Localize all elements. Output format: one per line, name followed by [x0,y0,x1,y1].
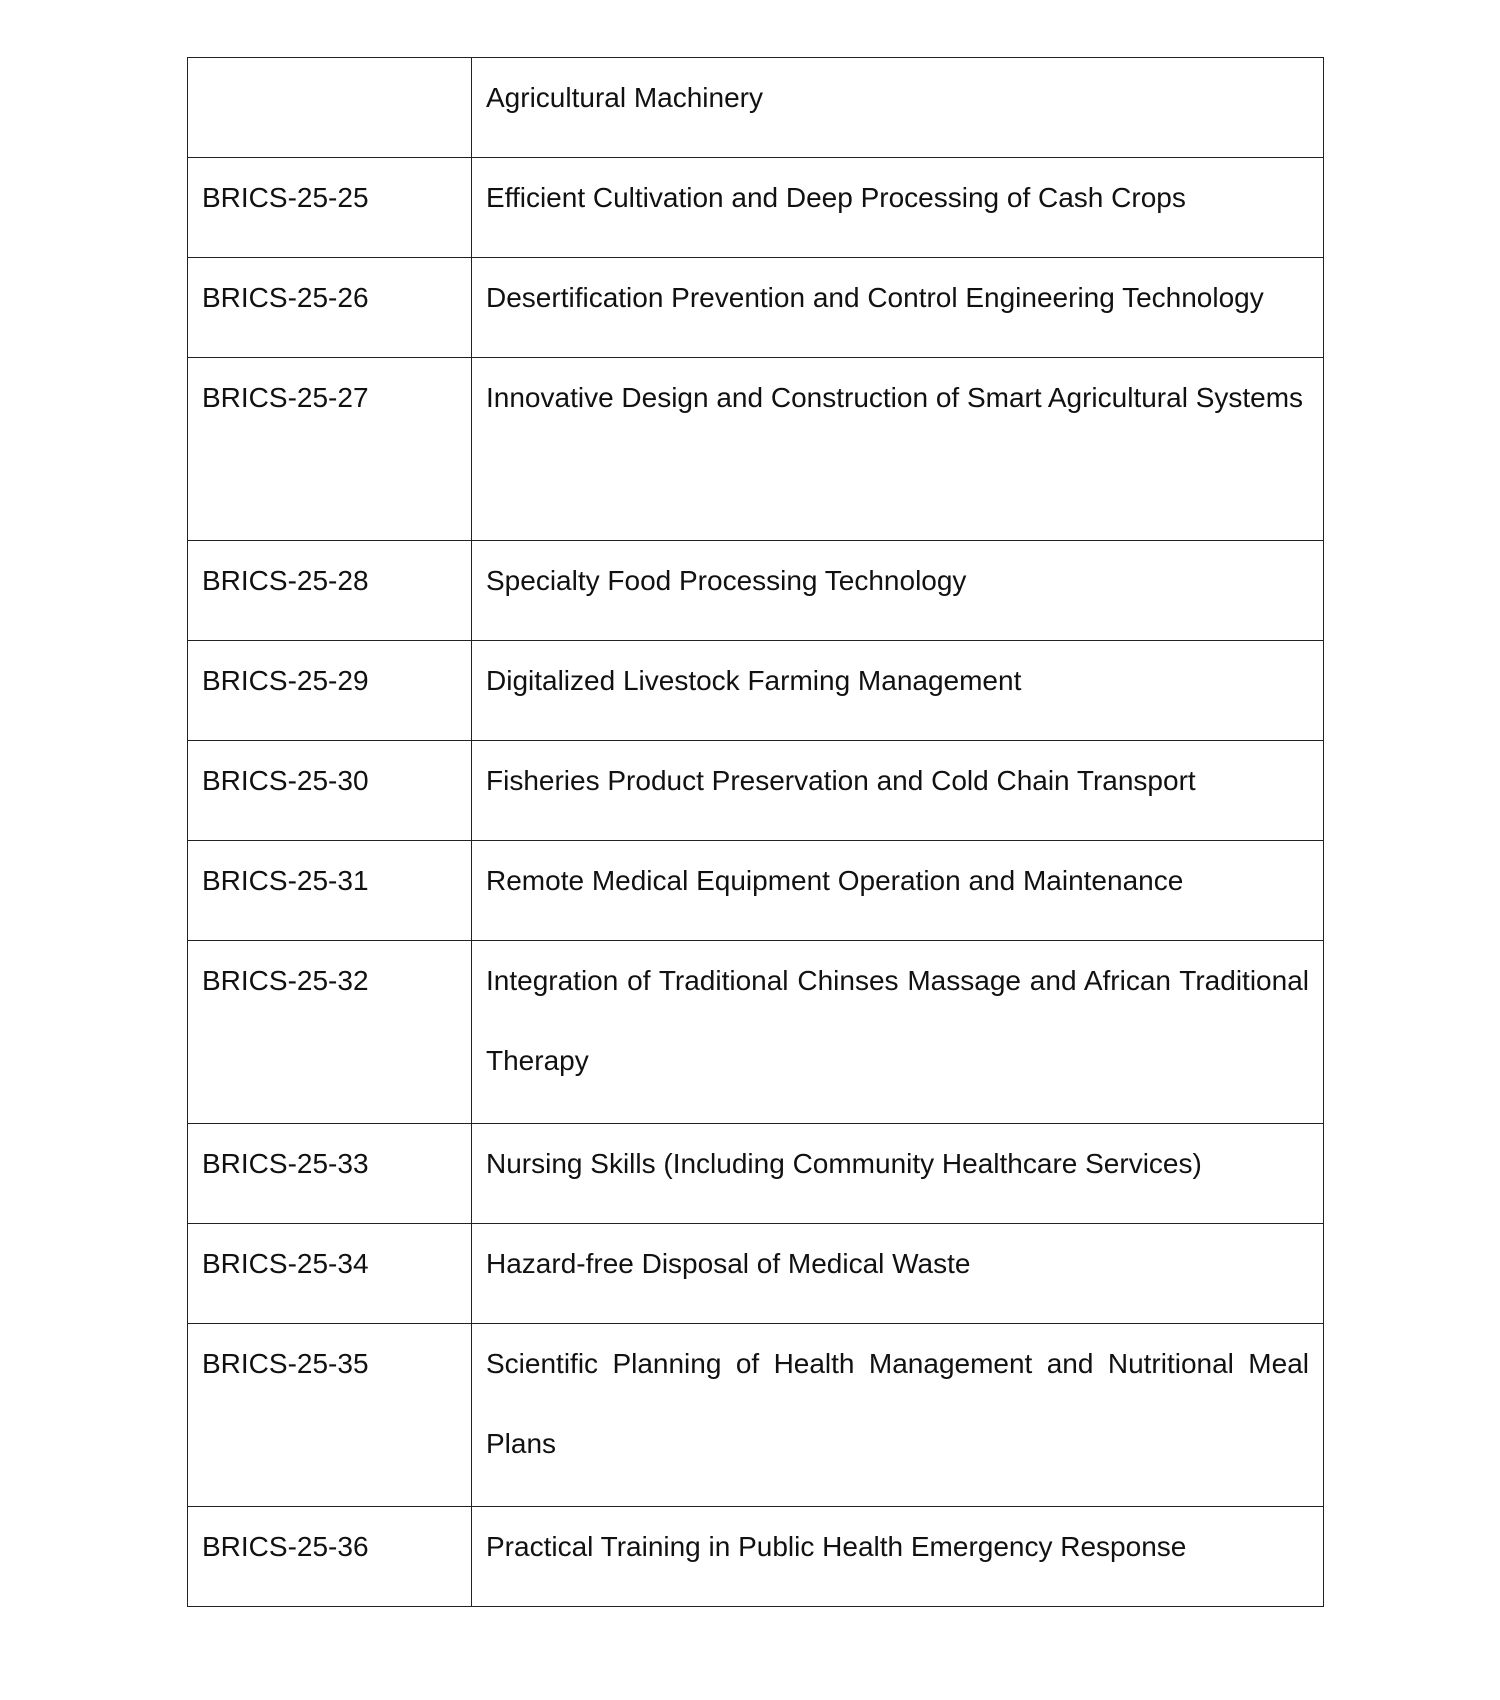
title-cell: Practical Training in Public Health Emergency Response [472,1507,1324,1607]
code-cell: BRICS-25-28 [188,541,472,641]
title-cell: Specialty Food Processing Technology [472,541,1324,641]
code-cell: BRICS-25-35 [188,1324,472,1507]
title-cell: Fisheries Product Preservation and Cold Chain Transport [472,741,1324,841]
code-cell [188,58,472,158]
code-cell: BRICS-25-25 [188,158,472,258]
table-row [188,158,1324,258]
title-cell: Desertification Prevention and Control Engineering Technology [472,258,1324,358]
table-row [188,641,1324,741]
title-cell: Remote Medical Equipment Operation and Maintenance [472,841,1324,941]
code-cell: BRICS-25-27 [188,358,472,541]
title-cell: Scientific Planning of Health Management and Nutritional Meal Plans [472,1324,1324,1507]
table-row [188,741,1324,841]
table-row [188,541,1324,641]
code-cell: BRICS-25-29 [188,641,472,741]
table-row [188,58,1324,158]
code-cell: BRICS-25-31 [188,841,472,941]
title-cell: Nursing Skills (Including Community Healthcare Services) [472,1124,1324,1224]
table-row [188,1224,1324,1324]
title-cell: Digitalized Livestock Farming Management [472,641,1324,741]
code-cell: BRICS-25-32 [188,941,472,1124]
title-cell: Hazard-free Disposal of Medical Waste [472,1224,1324,1324]
code-cell: BRICS-25-26 [188,258,472,358]
table-row [188,1507,1324,1607]
code-cell: BRICS-25-33 [188,1124,472,1224]
code-cell: BRICS-25-36 [188,1507,472,1607]
title-cell: Agricultural Machinery [472,58,1324,158]
table-row [188,941,1324,1124]
title-cell: Integration of Traditional Chinses Massage and African Traditional Therapy [472,941,1324,1124]
table-row [188,358,1324,541]
program-code-table [187,57,1324,1607]
table-row [188,258,1324,358]
table-row [188,1124,1324,1224]
title-cell: Efficient Cultivation and Deep Processing of Cash Crops [472,158,1324,258]
code-cell: BRICS-25-30 [188,741,472,841]
title-cell: Innovative Design and Construction of Smart Agricultural Systems [472,358,1324,541]
code-cell: BRICS-25-34 [188,1224,472,1324]
table-row [188,841,1324,941]
table-row [188,1324,1324,1507]
